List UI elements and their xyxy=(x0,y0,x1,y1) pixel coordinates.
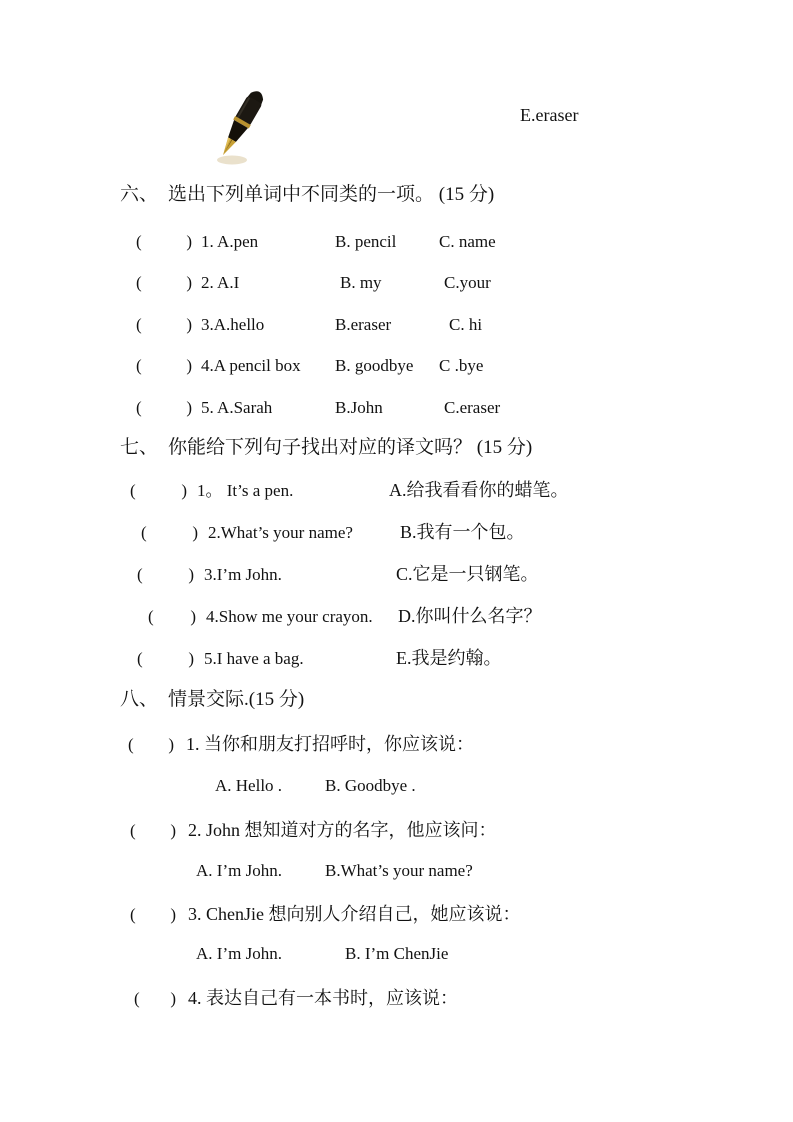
translation-option: C.它是一只钢笔。 xyxy=(396,564,539,584)
q8-options-3 xyxy=(196,943,448,965)
eraser-option-label: E.eraser xyxy=(520,105,579,125)
option-a: A. Hello . xyxy=(215,776,283,795)
section-six-header xyxy=(120,183,494,207)
q7-row-4 xyxy=(148,604,542,629)
question-text: 3. ChenJie 想向别人介绍自己，她应该说： xyxy=(188,904,521,924)
answer-blank: ( ) xyxy=(128,735,174,754)
section-seven-header xyxy=(120,436,532,460)
option-b: B. Goodbye . xyxy=(325,776,416,795)
section-seven-title: 你能给下列句子找出对应的译文吗？ (15 分) xyxy=(168,437,533,458)
option-b: B.eraser xyxy=(335,315,392,334)
q8-item-1 xyxy=(128,732,474,757)
answer-blank: ( ) xyxy=(136,356,192,375)
option-a: 1. A.pen xyxy=(201,232,259,251)
english-sentence: 1。 It’s a pen. xyxy=(197,481,294,500)
section-seven-number: 七、 xyxy=(120,437,159,458)
option-a: 5. A.Sarah xyxy=(201,398,273,417)
q6-row-2 xyxy=(136,272,491,294)
q6-row-5 xyxy=(136,397,500,419)
option-b: B. pencil xyxy=(335,232,397,251)
answer-blank: ( ) xyxy=(137,649,194,668)
question-text: 2. John 想知道对方的名字，他应该问： xyxy=(188,820,497,840)
q7-row-2 xyxy=(141,520,525,545)
option-c: C. hi xyxy=(449,315,483,334)
q8-options-1 xyxy=(215,775,416,797)
option-a: 4.A pencil box xyxy=(201,356,301,375)
q7-row-5 xyxy=(137,646,502,671)
option-c: C.eraser xyxy=(444,398,501,417)
option-a: A. I’m John. xyxy=(196,944,282,963)
option-c: C. name xyxy=(439,232,496,251)
q6-row-1 xyxy=(136,231,496,253)
question-text: 1. 当你和朋友打招呼时，你应该说： xyxy=(186,734,474,754)
answer-blank: ( ) xyxy=(136,273,192,292)
translation-option: E.我是约翰。 xyxy=(396,648,502,668)
answer-blank: ( ) xyxy=(136,232,192,251)
answer-blank: ( ) xyxy=(141,523,198,542)
q6-row-3 xyxy=(136,314,482,336)
q8-item-4 xyxy=(134,986,458,1011)
english-sentence: 5.I have a bag. xyxy=(204,649,304,668)
answer-blank: ( ) xyxy=(130,821,176,840)
english-sentence: 4.Show me your crayon. xyxy=(206,607,373,626)
english-sentence: 3.I’m John. xyxy=(204,565,282,584)
q7-row-1 xyxy=(130,478,569,503)
section-eight-title: 情景交际.(15 分) xyxy=(168,689,305,710)
translation-option: B.我有一个包。 xyxy=(400,522,525,542)
answer-blank: ( ) xyxy=(134,989,176,1008)
q8-item-2 xyxy=(130,818,497,843)
option-a: 3.A.hello xyxy=(201,315,265,334)
translation-option: A.给我看看你的蜡笔。 xyxy=(389,480,569,500)
english-sentence: 2.What’s your name? xyxy=(208,523,353,542)
option-a: 2. A.I xyxy=(201,273,240,292)
q7-row-3 xyxy=(137,562,539,587)
section-eight-header xyxy=(120,688,304,712)
q8-options-2 xyxy=(196,860,473,882)
option-b: B.What’s your name? xyxy=(325,861,473,880)
option-b: B. I’m ChenJie xyxy=(345,944,449,963)
question-text: 4. 表达自己有一本书时，应该说： xyxy=(188,988,458,1008)
section-eight-number: 八、 xyxy=(120,689,159,710)
answer-blank: ( ) xyxy=(130,481,187,500)
answer-blank: ( ) xyxy=(136,315,192,334)
translation-option: D.你叫什么名字？ xyxy=(398,606,542,626)
section-six-title: 选出下列单词中不同类的一项。 (15 分) xyxy=(168,184,495,205)
option-c: C .bye xyxy=(439,356,484,375)
q6-row-4 xyxy=(136,355,483,377)
answer-blank: ( ) xyxy=(136,398,192,417)
option-c: C.your xyxy=(444,273,491,292)
option-b: B. my xyxy=(340,273,382,292)
answer-blank: ( ) xyxy=(148,607,196,626)
option-b: B.John xyxy=(335,398,383,417)
q8-item-3 xyxy=(130,902,521,927)
section-six-number: 六、 xyxy=(120,184,159,205)
option-b: B. goodbye xyxy=(335,356,414,375)
fountain-pen-icon xyxy=(212,84,274,170)
answer-blank: ( ) xyxy=(137,565,194,584)
option-a: A. I’m John. xyxy=(196,861,282,880)
answer-blank: ( ) xyxy=(130,905,176,924)
